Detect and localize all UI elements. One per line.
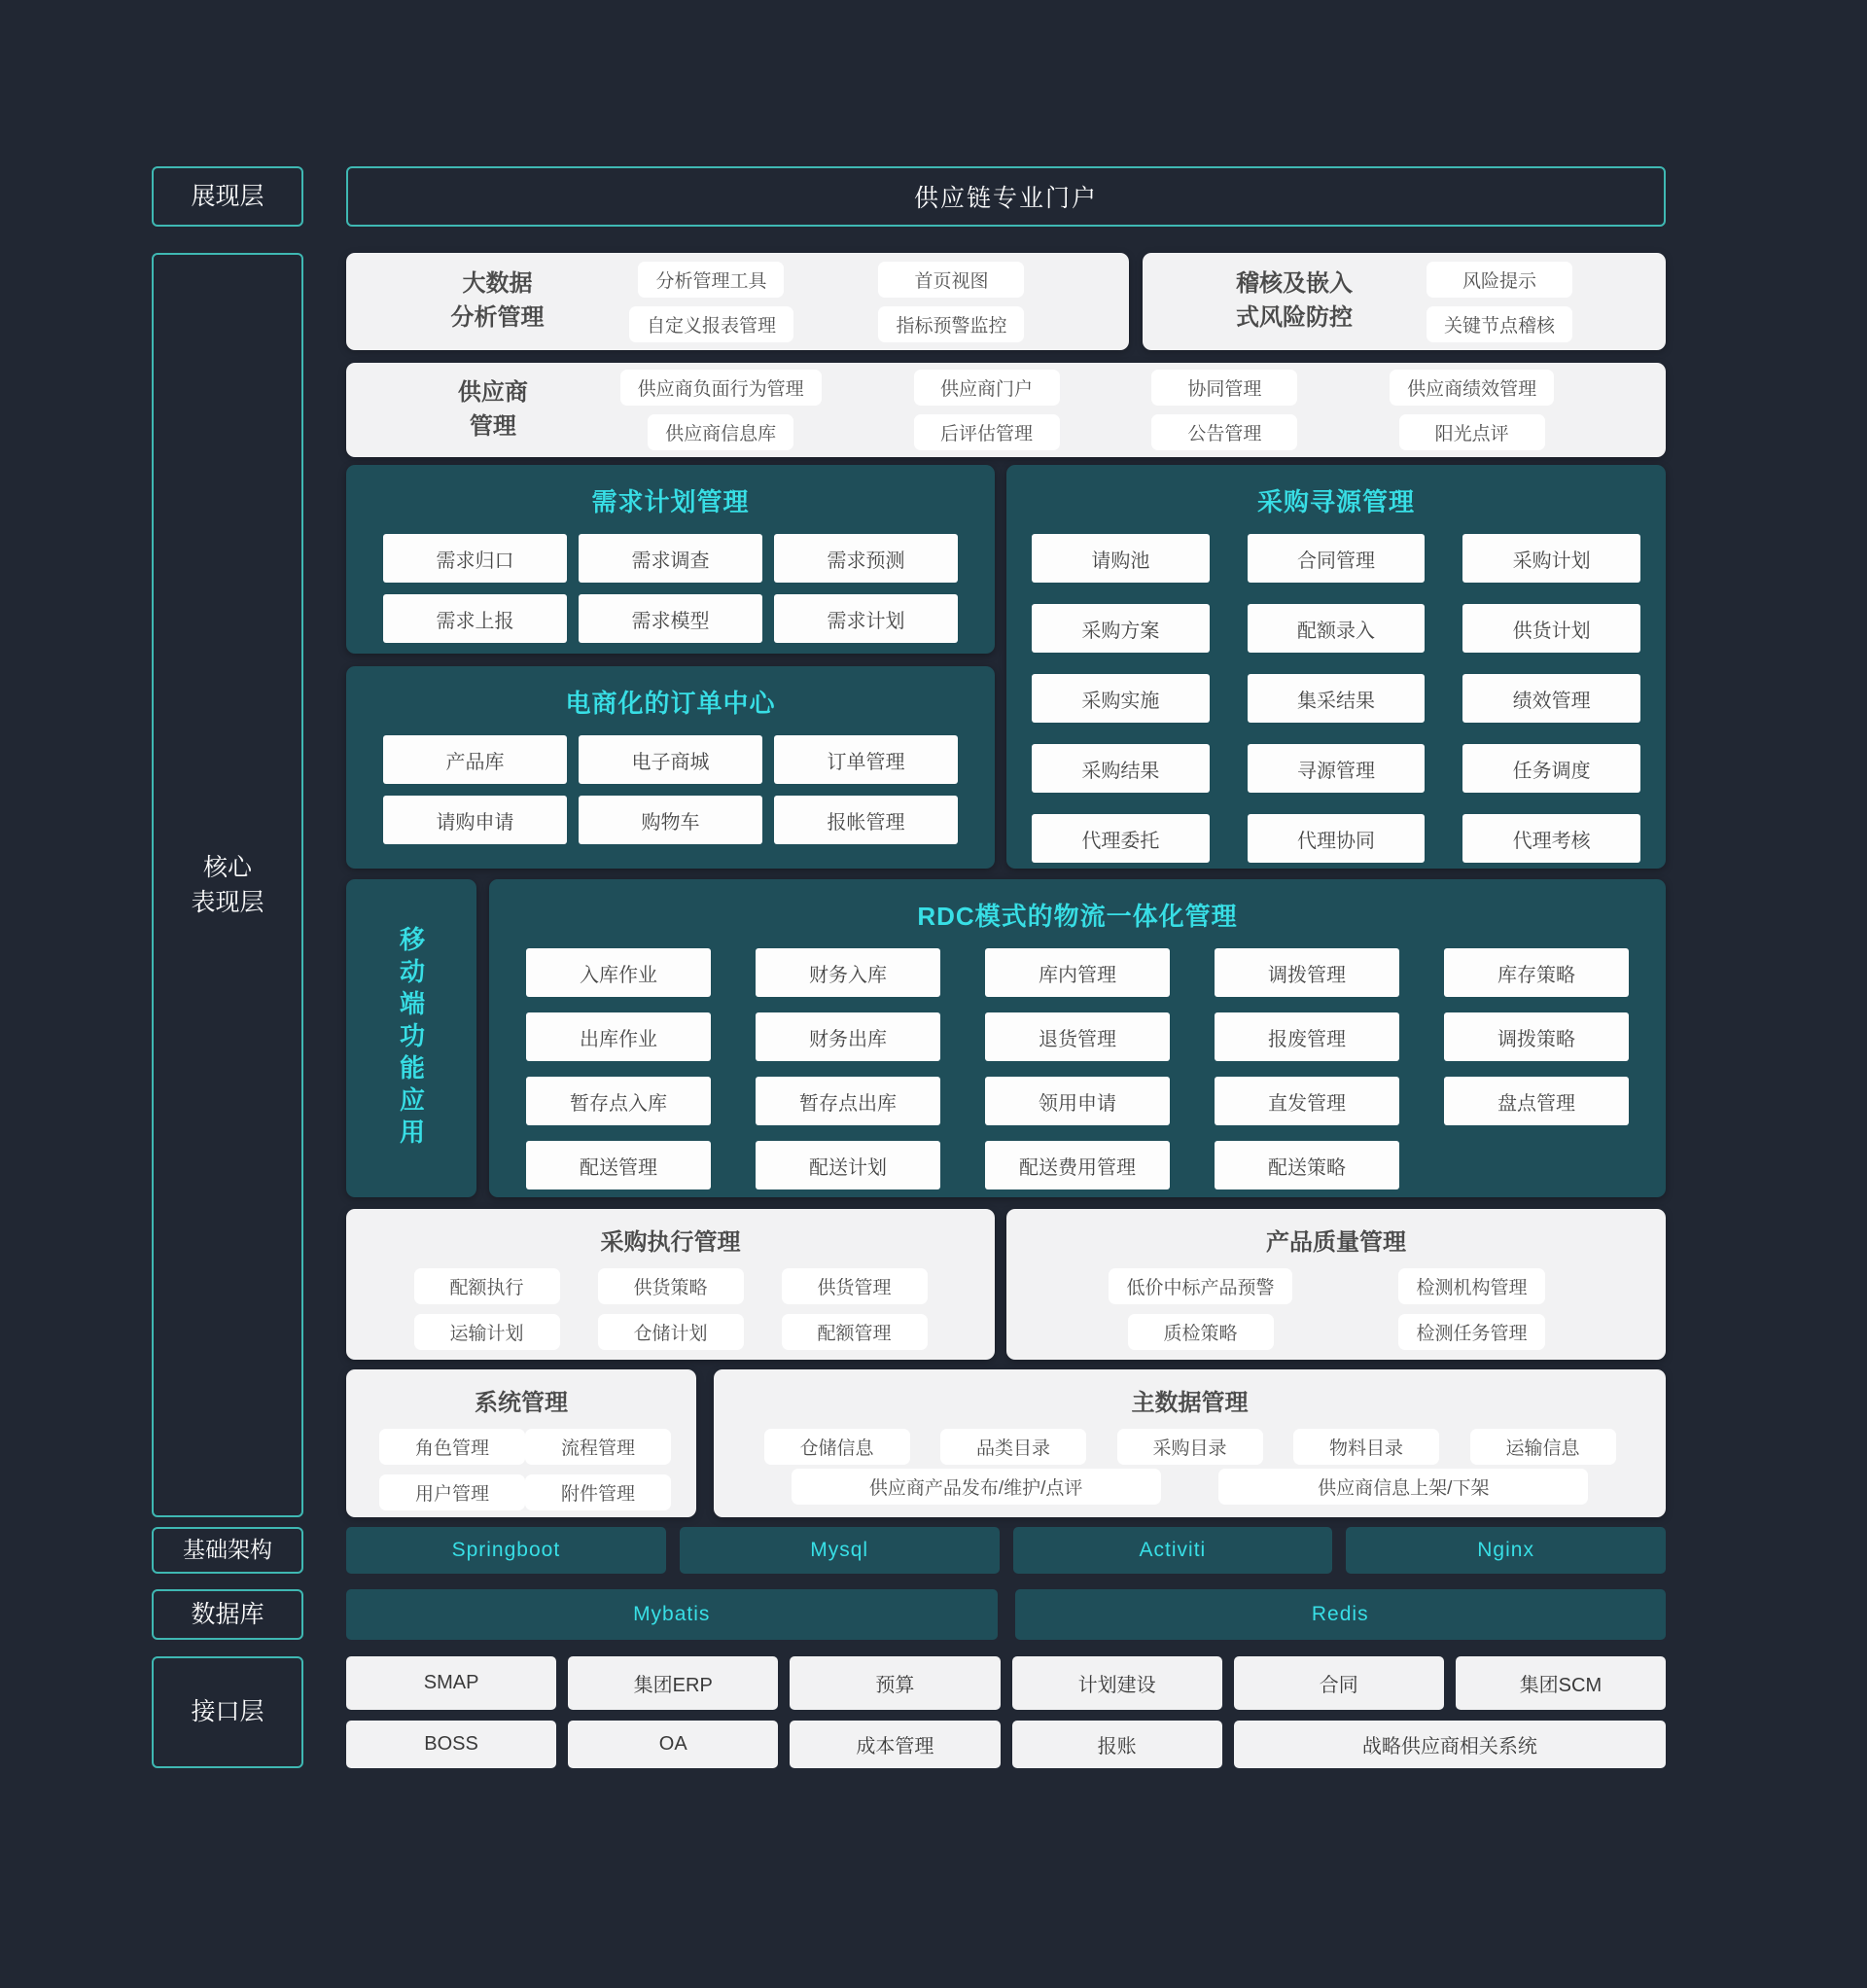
audit-chip: 风险提示 [1427, 262, 1572, 298]
quality-grid [1026, 1268, 1646, 1350]
master-data-row2 [733, 1469, 1646, 1505]
panel-risk-audit [1143, 253, 1666, 350]
database-item: Redis [1015, 1589, 1667, 1640]
master-data-chip: 采购目录 [1117, 1429, 1263, 1465]
system-grid [366, 1429, 677, 1510]
sourcing-item: 代理协同 [1248, 814, 1426, 863]
purchase-exec-chip: 仓储计划 [598, 1314, 744, 1350]
panel-rdc-logistics [489, 879, 1666, 1197]
supplier-chip: 供应商负面行为管理 [620, 370, 822, 406]
layer-label-interface [152, 1656, 303, 1768]
order-center-item: 订单管理 [774, 735, 958, 784]
diagram-content [152, 166, 1666, 1768]
rdc-item: 出库作业 [526, 1012, 711, 1061]
rdc-item: 报废管理 [1215, 1012, 1399, 1061]
layer-label-text: 核心 [202, 853, 252, 881]
interface-system: 预算 [790, 1656, 1000, 1710]
panel-demand-planning [346, 465, 995, 654]
analytics-chip: 首页视图 [878, 262, 1024, 298]
database-item: Mybatis [346, 1589, 998, 1640]
analytics-chip: 分析管理工具 [638, 262, 784, 298]
panel-title: 产品质量管理 [1266, 1229, 1406, 1256]
demand-plan-item: 需求模型 [579, 594, 762, 643]
sourcing-item: 任务调度 [1462, 744, 1640, 793]
system-masterdata-row [346, 1369, 1666, 1517]
rdc-item: 配送策略 [1215, 1141, 1399, 1189]
quality-chip: 检测机构管理 [1398, 1268, 1544, 1304]
system-chip: 流程管理 [525, 1429, 671, 1465]
rdc-item: 盘点管理 [1444, 1077, 1629, 1125]
panel-title-line: 管理 [469, 412, 516, 440]
interface-system: 报账 [1012, 1721, 1222, 1768]
supplier-chip: 阳光点评 [1399, 414, 1545, 450]
interface-layer-row [152, 1656, 1666, 1768]
supplier-chip: 公告管理 [1151, 414, 1297, 450]
sourcing-item: 寻源管理 [1248, 744, 1426, 793]
interface-row2 [346, 1721, 1666, 1768]
supplier-chip: 供应商绩效管理 [1390, 370, 1554, 406]
infrastructure-item: Mysql [680, 1527, 1000, 1574]
panel-title-line: 供应商 [457, 378, 528, 406]
purchase-exec-chip: 配额执行 [414, 1268, 560, 1304]
rdc-grid [489, 948, 1666, 1189]
analytics-chip: 自定义报表管理 [629, 306, 793, 342]
core-label-col [152, 253, 303, 1517]
order-center-item: 产品库 [383, 735, 567, 784]
rdc-item: 直发管理 [1215, 1077, 1399, 1125]
interface-system: 集团ERP [568, 1656, 778, 1710]
planning-col [346, 465, 995, 869]
master-data-chip: 供应商产品发布/维护/点评 [792, 1469, 1161, 1505]
infrastructure-items [346, 1527, 1666, 1574]
core-layer-row [152, 253, 1666, 1517]
quality-chip: 检测任务管理 [1398, 1314, 1544, 1350]
infrastructure-item: Nginx [1346, 1527, 1666, 1574]
rdc-item: 配送费用管理 [985, 1141, 1170, 1189]
exec-quality-row [346, 1209, 1666, 1360]
rdc-item: 库内管理 [985, 948, 1170, 997]
sourcing-grid [1006, 534, 1666, 863]
interface-system: OA [568, 1721, 778, 1768]
sourcing-item: 配额录入 [1248, 604, 1426, 653]
supplier-chip: 供应商信息库 [648, 414, 793, 450]
rdc-item: 调拨策略 [1444, 1012, 1629, 1061]
layer-label-text: 接口层 [191, 1698, 264, 1726]
audit-chip-col [1427, 262, 1572, 342]
system-chip: 用户管理 [379, 1474, 525, 1510]
supplier-chip: 协同管理 [1151, 370, 1297, 406]
panel-title: 采购执行管理 [600, 1229, 741, 1256]
master-data-chip: 运输信息 [1470, 1429, 1616, 1465]
sourcing-item: 采购实施 [1032, 674, 1210, 723]
rdc-item: 配送计划 [756, 1141, 940, 1189]
infrastructure-item: Activiti [1013, 1527, 1333, 1574]
panel-title [450, 267, 544, 336]
interface-system: SMAP [346, 1656, 556, 1710]
teal-panel-title: 采购寻源管理 [1256, 487, 1415, 516]
purchase-exec-chip: 配额管理 [782, 1314, 928, 1350]
layer-label-text: 数据库 [191, 1600, 264, 1628]
rdc-item: 退货管理 [985, 1012, 1170, 1061]
purchase-exec-grid [366, 1268, 975, 1350]
interface-system: 成本管理 [790, 1721, 1000, 1768]
sourcing-item: 供货计划 [1462, 604, 1640, 653]
demand-plan-item: 需求调查 [579, 534, 762, 583]
layer-label-presentation [152, 166, 303, 227]
panel-title: 系统管理 [475, 1390, 568, 1416]
demand-plan-item: 需求上报 [383, 594, 567, 643]
presentation-label-col [152, 166, 303, 227]
panel-product-quality [1006, 1209, 1666, 1360]
database-items [346, 1589, 1666, 1640]
demand-plan-grid [346, 534, 995, 643]
order-center-item: 请购申请 [383, 796, 567, 844]
rdc-item: 财务出库 [756, 1012, 940, 1061]
portal-banner [346, 166, 1666, 227]
rdc-item: 配送管理 [526, 1141, 711, 1189]
master-data-chip: 仓储信息 [764, 1429, 910, 1465]
sourcing-item: 集采结果 [1248, 674, 1426, 723]
layer-label-infrastructure [152, 1527, 303, 1574]
order-center-grid [346, 735, 995, 844]
order-center-item: 电子商城 [579, 735, 762, 784]
panel-title-line: 大数据 [462, 270, 533, 298]
supplier-chip-col3 [1151, 370, 1297, 450]
quality-chip: 低价中标产品预警 [1109, 1268, 1291, 1304]
panel-order-center [346, 666, 995, 869]
analytics-audit-row [346, 253, 1666, 350]
audit-chip: 关键节点稽核 [1427, 306, 1572, 342]
sourcing-item: 代理委托 [1032, 814, 1210, 863]
analytics-chip-col1 [629, 262, 793, 342]
panel-sourcing-management [1006, 465, 1666, 869]
panel-supplier-management [346, 363, 1666, 457]
panel-title [458, 376, 528, 444]
master-data-chip: 供应商信息上架/下架 [1218, 1469, 1588, 1505]
sourcing-item: 采购结果 [1032, 744, 1210, 793]
demand-plan-item: 需求计划 [774, 594, 958, 643]
sourcing-item: 代理考核 [1462, 814, 1640, 863]
sourcing-item: 请购池 [1032, 534, 1210, 583]
order-center-item: 购物车 [579, 796, 762, 844]
teal-panel-title: RDC模式的物流一体化管理 [917, 902, 1238, 931]
panel-title-line: 分析管理 [450, 304, 545, 331]
master-data-chip: 品类目录 [940, 1429, 1086, 1465]
rdc-item: 暂存点入库 [526, 1077, 711, 1125]
interface-system: 合同 [1234, 1656, 1444, 1710]
planning-sourcing-row [346, 465, 1666, 869]
database-layer-row [152, 1589, 1666, 1640]
system-chip: 角色管理 [379, 1429, 525, 1465]
layer-label-text: 基础架构 [183, 1537, 272, 1563]
layer-label-core [152, 253, 303, 1517]
master-data-row1 [733, 1429, 1646, 1465]
interface-system: BOSS [346, 1721, 556, 1768]
layer-label-text: 展现层 [191, 182, 264, 210]
panel-title [1236, 267, 1353, 336]
panel-master-data [714, 1369, 1666, 1517]
master-data-chip: 物料目录 [1293, 1429, 1439, 1465]
sourcing-item: 合同管理 [1248, 534, 1426, 583]
purchase-exec-chip: 供货策略 [598, 1268, 744, 1304]
panel-title: 主数据管理 [1131, 1390, 1249, 1416]
rdc-item: 调拨管理 [1215, 948, 1399, 997]
rdc-item: 入库作业 [526, 948, 711, 997]
interface-row1 [346, 1656, 1666, 1710]
panel-title-line: 稽核及嵌入 [1235, 270, 1353, 298]
panel-title-line: 式风险防控 [1235, 304, 1353, 331]
interface-label-col [152, 1656, 303, 1768]
quality-chip: 质检策略 [1128, 1314, 1274, 1350]
sourcing-item: 采购计划 [1462, 534, 1640, 583]
interface-system: 集团SCM [1456, 1656, 1666, 1710]
interface-items [346, 1656, 1666, 1768]
layer-label-database [152, 1589, 303, 1640]
infrastructure-item: Springboot [346, 1527, 666, 1574]
infrastructure-label-col [152, 1527, 303, 1574]
interface-system: 战略供应商相关系统 [1234, 1721, 1666, 1768]
rdc-row [346, 879, 1666, 1197]
supplier-chip-col4 [1390, 370, 1554, 450]
rdc-item: 财务入库 [756, 948, 940, 997]
supplier-chip-col2 [914, 370, 1060, 450]
demand-plan-item: 需求预测 [774, 534, 958, 583]
panel-system-management [346, 1369, 696, 1517]
supplier-chip-col1 [620, 370, 822, 450]
interface-system: 计划建设 [1012, 1656, 1222, 1710]
system-chip: 附件管理 [525, 1474, 671, 1510]
database-label-col [152, 1589, 303, 1640]
order-center-item: 报帐管理 [774, 796, 958, 844]
rdc-item: 库存策略 [1444, 948, 1629, 997]
layer-label-text: 表现层 [191, 889, 264, 916]
analytics-chip: 指标预警监控 [878, 306, 1024, 342]
rdc-item: 领用申请 [985, 1077, 1170, 1125]
core-main [346, 253, 1666, 1517]
teal-panel-title: 电商化的订单中心 [565, 689, 776, 718]
supplier-chip: 后评估管理 [914, 414, 1060, 450]
analytics-chip-col2 [878, 262, 1024, 342]
panel-mobile-functions [346, 879, 476, 1197]
purchase-exec-chip: 运输计划 [414, 1314, 560, 1350]
teal-panel-title: 需求计划管理 [591, 487, 750, 516]
demand-plan-item: 需求归口 [383, 534, 567, 583]
panel-big-data-analytics [346, 253, 1129, 350]
sourcing-item: 绩效管理 [1462, 674, 1640, 723]
rdc-item: 暂存点出库 [756, 1077, 940, 1125]
panel-purchase-execution [346, 1209, 995, 1360]
portal-banner-title: 供应链专业门户 [913, 185, 1098, 212]
mobile-functions-title: 移动端功能应用 [396, 926, 426, 1151]
presentation-layer-row [152, 166, 1666, 227]
supplier-chip: 供应商门户 [914, 370, 1060, 406]
sourcing-item: 采购方案 [1032, 604, 1210, 653]
purchase-exec-chip: 供货管理 [782, 1268, 928, 1304]
infrastructure-layer-row [152, 1527, 1666, 1574]
